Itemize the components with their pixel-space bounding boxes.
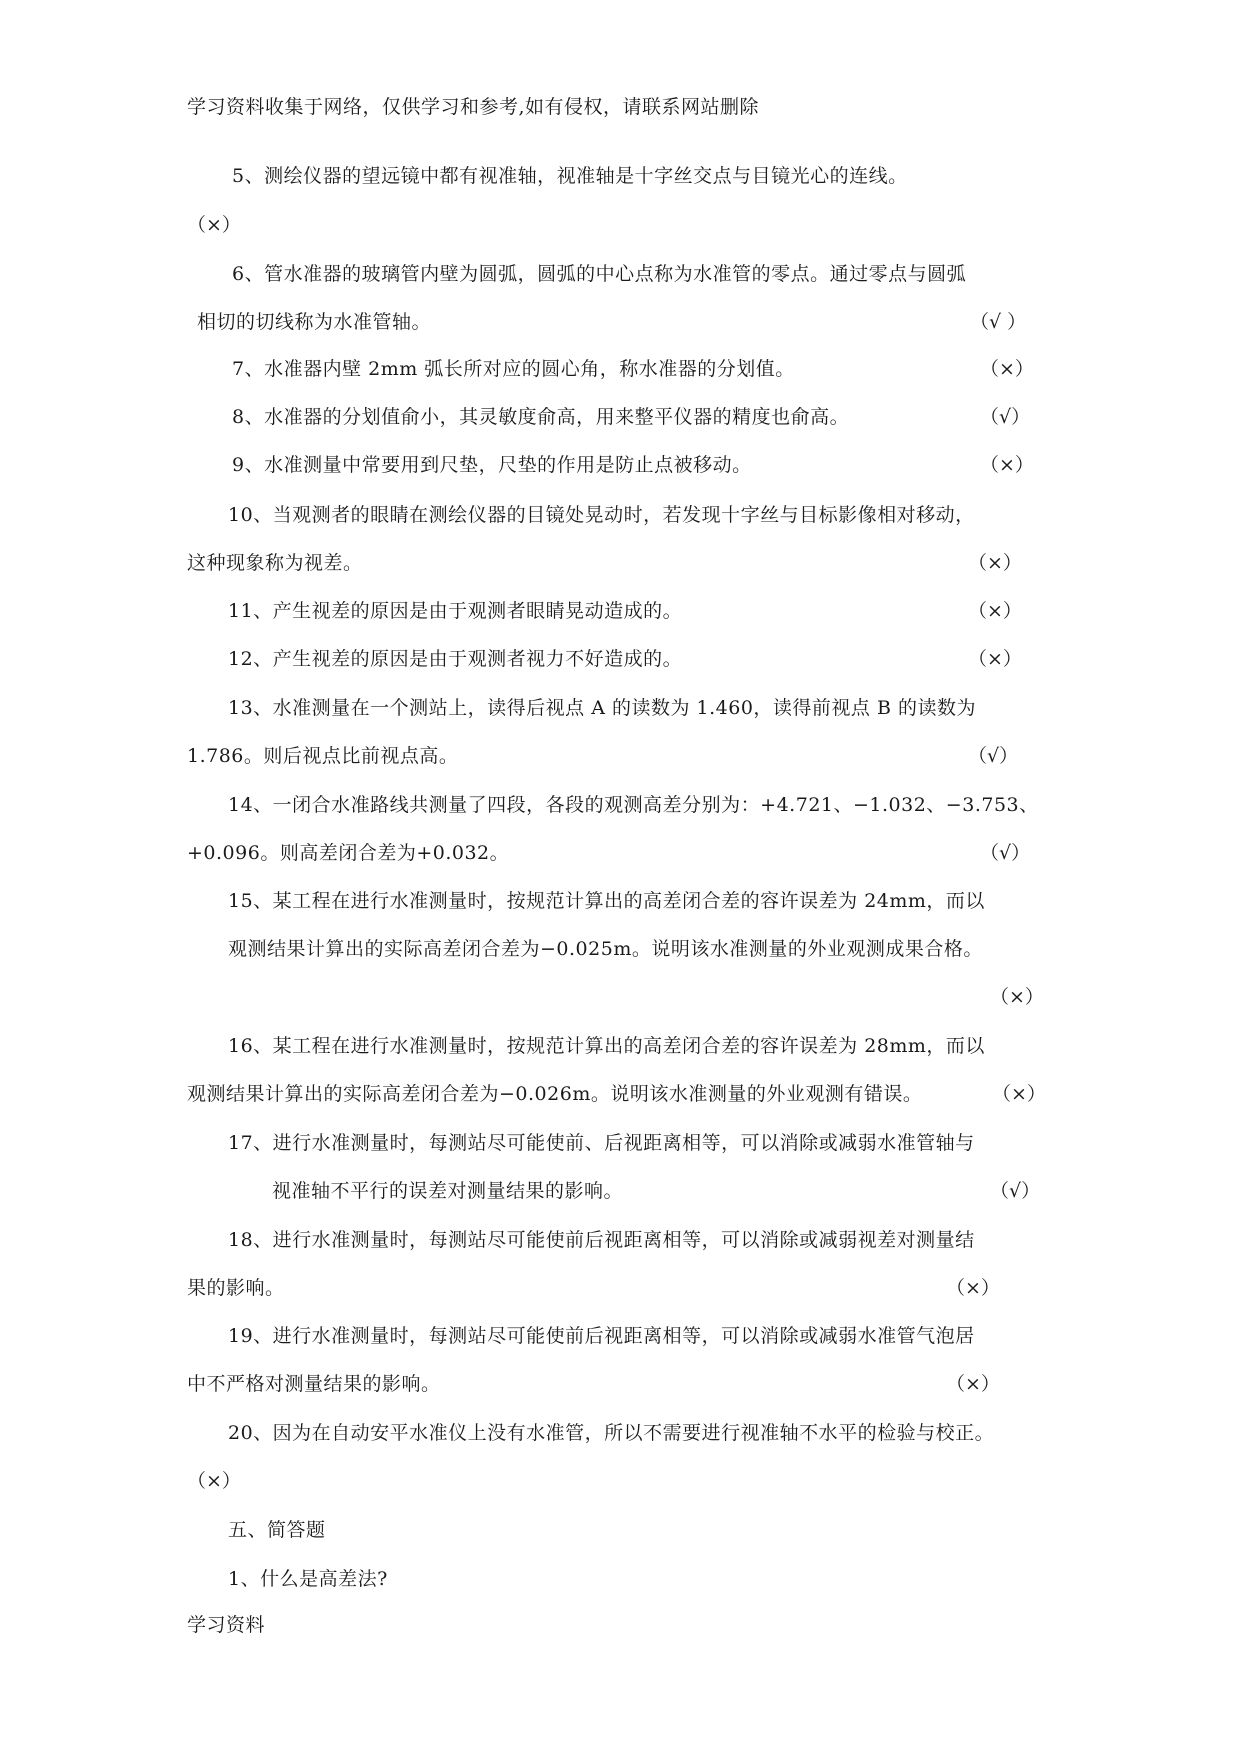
statement-20: 20、因为在自动安平水准仪上没有水准管，所以不需要进行视准轴不水平的检验与校正。 (228, 1422, 995, 1444)
statement-15: 15、某工程在进行水准测量时，按规范计算出的高差闭合差的容许误差为 24mm，而以 (228, 890, 985, 912)
answer-18: （×） (946, 1277, 1000, 1299)
statement-14: 14、一闭合水准路线共测量了四段，各段的观测高差分别为：+4.721、−1.032、−3.753、 (228, 794, 1039, 816)
answer-19: （×） (946, 1373, 1000, 1395)
statement-8: 8、水准器的分划值俞小，其灵敏度俞高，用来整平仪器的精度也俞高。 (232, 406, 850, 428)
statement-7: 7、水准器内壁 2mm 弧长所对应的圆心角，称水准器的分划值。 (232, 358, 795, 380)
statement-13-cont: 1.786。则后视点比前视点高。 (187, 745, 459, 767)
statement-18-cont: 果的影响。 (187, 1277, 285, 1299)
answer-20: （×） (187, 1470, 241, 1492)
answer-6: （√ ） (970, 311, 1027, 333)
answer-16: （×） (992, 1083, 1046, 1105)
statement-18: 18、进行水准测量时，每测站尽可能使前后视距离相等，可以消除或减弱视差对测量结 (228, 1229, 975, 1251)
question-1: 1、什么是高差法? (228, 1568, 388, 1590)
answer-13: （√） (968, 745, 1019, 767)
section-title: 五、简答题 (228, 1519, 326, 1541)
statement-10-cont: 这种现象称为视差。 (187, 552, 363, 574)
answer-7: （×） (980, 358, 1034, 380)
statement-6-cont: 相切的切线称为水准管轴。 (197, 311, 432, 333)
page-header: 学习资料收集于网络，仅供学习和参考,如有侵权，请联系网站删除 (187, 96, 760, 118)
statement-12: 12、产生视差的原因是由于观测者视力不好造成的。 (228, 648, 683, 670)
answer-17: （√） (990, 1180, 1041, 1202)
answer-5: （×） (187, 214, 241, 236)
statement-14-cont: +0.096。则高差闭合差为+0.032。 (187, 842, 510, 864)
statement-15-cont: 观测结果计算出的实际高差闭合差为−0.025m。说明该水准测量的外业观测成果合格。 (228, 938, 983, 960)
statement-13: 13、水准测量在一个测站上，读得后视点 A 的读数为 1.460，读得前视点 B 的读数为 (228, 697, 976, 719)
statement-16-cont: 观测结果计算出的实际高差闭合差为−0.026m。说明该水准测量的外业观测有错误。 (187, 1083, 923, 1105)
answer-14: （√） (980, 842, 1031, 864)
statement-11: 11、产生视差的原因是由于观测者眼睛晃动造成的。 (228, 600, 683, 622)
answer-8: （√） (980, 406, 1031, 428)
statement-19-cont: 中不严格对测量结果的影响。 (187, 1373, 441, 1395)
answer-12: （×） (968, 648, 1022, 670)
answer-9: （×） (980, 454, 1034, 476)
answer-11: （×） (968, 600, 1022, 622)
statement-10: 10、当观测者的眼睛在测绘仪器的目镜处晃动时，若发现十字丝与目标影像相对移动， (228, 504, 975, 526)
statement-16: 16、某工程在进行水准测量时，按规范计算出的高差闭合差的容许误差为 28mm，而以 (228, 1035, 985, 1057)
statement-19: 19、进行水准测量时，每测站尽可能使前后视距离相等，可以消除或减弱水准管气泡居 (228, 1325, 975, 1347)
statement-17-cont: 视准轴不平行的误差对测量结果的影响。 (272, 1180, 624, 1202)
statement-9: 9、水准测量中常要用到尺垫，尺垫的作用是防止点被移动。 (232, 454, 752, 476)
answer-10: （×） (968, 552, 1022, 574)
page-footer: 学习资料 (187, 1614, 266, 1636)
answer-15: （×） (990, 986, 1044, 1008)
statement-17: 17、进行水准测量时，每测站尽可能使前、后视距离相等，可以消除或减弱水准管轴与 (228, 1132, 975, 1154)
statement-6: 6、管水准器的玻璃管内壁为圆弧，圆弧的中心点称为水准管的零点。通过零点与圆弧 (232, 263, 967, 285)
statement-5: 5、测绘仪器的望远镜中都有视准轴，视准轴是十字丝交点与目镜光心的连线。 (232, 165, 908, 187)
